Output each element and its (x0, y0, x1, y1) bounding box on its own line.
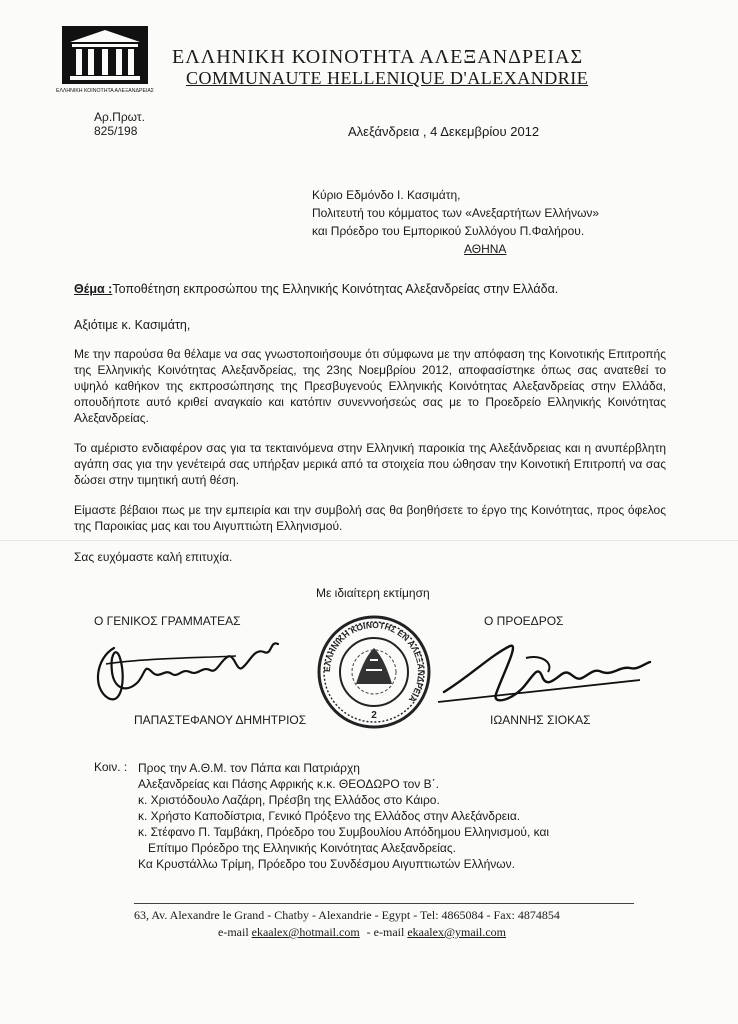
email-separator: - (366, 925, 371, 939)
closing-line: Με ιδιαίτερη εκτίμηση (316, 586, 430, 600)
footer-address: 63, Av. Alexandre le Grand - Chatby - Alexandrie - Egypt - Tel: 4865084 - Fax: 4874854 (134, 908, 560, 922)
org-name-greek: ΕΛΛΗΝΙΚΗ ΚΟΙΝΟΤΗΤΑ ΑΛΕΞΑΝΔΡΕΙΑΣ (172, 46, 584, 68)
body-paragraph-3: Είμαστε βέβαιοι πως με την εμπειρία και την συμβολή σας θα βοηθήσετε το έργο της Κοινότητας, προς όφελος της Παροικίας μας και του Αιγυπτιώτη Ελληνισμού. (74, 503, 666, 533)
body-paragraph-1: Με την παρούσα θα θέλαμε να σας γνωστοποιήσουμε ότι σύμφωνα με την απόφαση της Κοινοτικής Επιτροπής της Ελληνικής Κοινότητας Αλεξανδρείας, της 23ης Νοεμβρίου 2012, αποφασίστηκε όπως σας ανατεθεί το υψηλό καθήκον της εκπροσώπησης της Πρεσβυγενούς Ελληνικής Κοινότητας Αλεξανδρείας στην Ελλάδα, οπουδήποτε αυτό κριθεί αναγκαίο και κατόπιν συνεννοήσεώς σας με το Προεδρείο Ελληνικής Κοινότητας Αλεξανδρείας. (74, 347, 666, 425)
cc-item: κ. Χριστόδουλο Λαζάρη, Πρέσβη της Ελλάδος στο Κάιρο. (138, 793, 440, 807)
secretary-name: ΠΑΠΑΣΤΕΦΑΝΟΥ ΔΗΜΗΤΡΙΟΣ (134, 713, 307, 727)
email-label: e-mail (218, 925, 249, 939)
footer-emails (218, 925, 510, 940)
cc-item: Επίτιμο Πρόεδρο της Ελληνικής Κοινότητας Αλεξανδρείας. (148, 841, 456, 855)
cc-item: κ. Χρήστο Καποδίστρια, Γενικό Πρόξενο της Ελλάδος στην Αλεξάνδρεια. (138, 809, 521, 823)
cc-label: Κοιν. : (94, 760, 128, 774)
protocol-number: 825/198 (94, 124, 138, 138)
cc-item: κ. Στέφανο Π. Ταμβάκη, Πρόεδρο του Συμβουλίου Απόδημου Ελληνισμού, και (138, 825, 550, 839)
email-link[interactable]: ekaalex@hotmail.com (251, 925, 360, 939)
date-line: Αλεξάνδρεια , 4 Δεκεμβρίου 2012 (348, 124, 540, 139)
greeting: Αξιότιμε κ. Κασιμάτη, (74, 318, 191, 332)
email-label: e-mail (373, 925, 405, 939)
cc-item: Αλεξανδρείας και Πάσης Αφρικής κ.κ. ΘΕΟΔΩΡΟ τον Β΄. (138, 777, 439, 791)
secretary-title: Ο ΓΕΝΙΚΟΣ ΓΡΑΜΜΑΤΕΑΣ (94, 614, 241, 628)
subject-label: Θέμα : (74, 282, 113, 296)
recipient-role: Πολιτευτή του κόμματος των «Ανεξαρτήτων Ελλήνων» (312, 206, 600, 220)
community-stamp (316, 614, 432, 730)
secretary-signature (86, 628, 286, 710)
org-name-french: COMMUNAUTE HELLENIQUE D'ALEXANDRIE (186, 68, 589, 88)
subject-line (74, 282, 558, 296)
president-title: Ο ΠΡΟΕΔΡΟΣ (484, 614, 564, 628)
protocol-label: Αρ.Πρωτ. (94, 110, 145, 124)
cc-item: Κα Κρυστάλλω Τρίμη, Πρόεδρο του Συνδέσμου Αιγυπτιωτών Ελλήνων. (138, 857, 515, 871)
body-paragraph-4: Σας ευχόμαστε καλή επιτυχία. (74, 550, 233, 564)
president-signature (430, 636, 654, 716)
subject-text: Τοποθέτηση εκπροσώπου της Ελληνικής Κοινότητας Αλεξανδρείας στην Ελλάδα. (112, 282, 559, 296)
logo-caption: ΕΛΛΗΝΙΚΗ ΚΟΙΝΟΤΗΤΑ ΑΛΕΞΑΝΔΡΕΙΑΣ (55, 88, 155, 94)
recipient-city: ΑΘΗΝΑ (464, 242, 507, 256)
email-link[interactable]: ekaalex@ymail.com (407, 925, 507, 939)
body-paragraph-2: Το αμέριστο ενδιαφέρον σας για τα τεκταινόμενα στην Ελληνική παροικία της Αλεξάνδρειας και η ανυπέρβλητη αγάπη σας για την γενέτειρά σας υπήρξαν μερικά από τα στοιχεία που ώθησαν την Κοινοτική Επιτροπή να σας δώσει στην τιμητική αυτή θέση. (74, 441, 666, 487)
recipient-role-2: και Πρόεδρο του Εμπορικού Συλλόγου Π.Φαλήρου. (312, 224, 585, 238)
recipient-block (312, 186, 599, 258)
community-logo (55, 26, 155, 96)
stamp-ring-text: ΕΛΛΗΝΙΚΗ ΚΟΙΝΟΤΗΣ ΕΝ ΑΛΕΞΑΝΔΡΕΙΑ (321, 619, 427, 705)
footer-divider (134, 903, 634, 904)
fax-fold-line (0, 540, 738, 541)
stamp-center-text: 2 (371, 710, 377, 721)
recipient-name: Κύριο Εδμόνδο Ι. Κασιμάτη, (312, 188, 461, 202)
president-name: ΙΩΑΝΝΗΣ ΣΙΟΚΑΣ (490, 713, 591, 727)
cc-list (138, 760, 658, 872)
cc-item: Προς την Α.Θ.Μ. τον Πάπα και Πατριάρχη (138, 761, 360, 775)
